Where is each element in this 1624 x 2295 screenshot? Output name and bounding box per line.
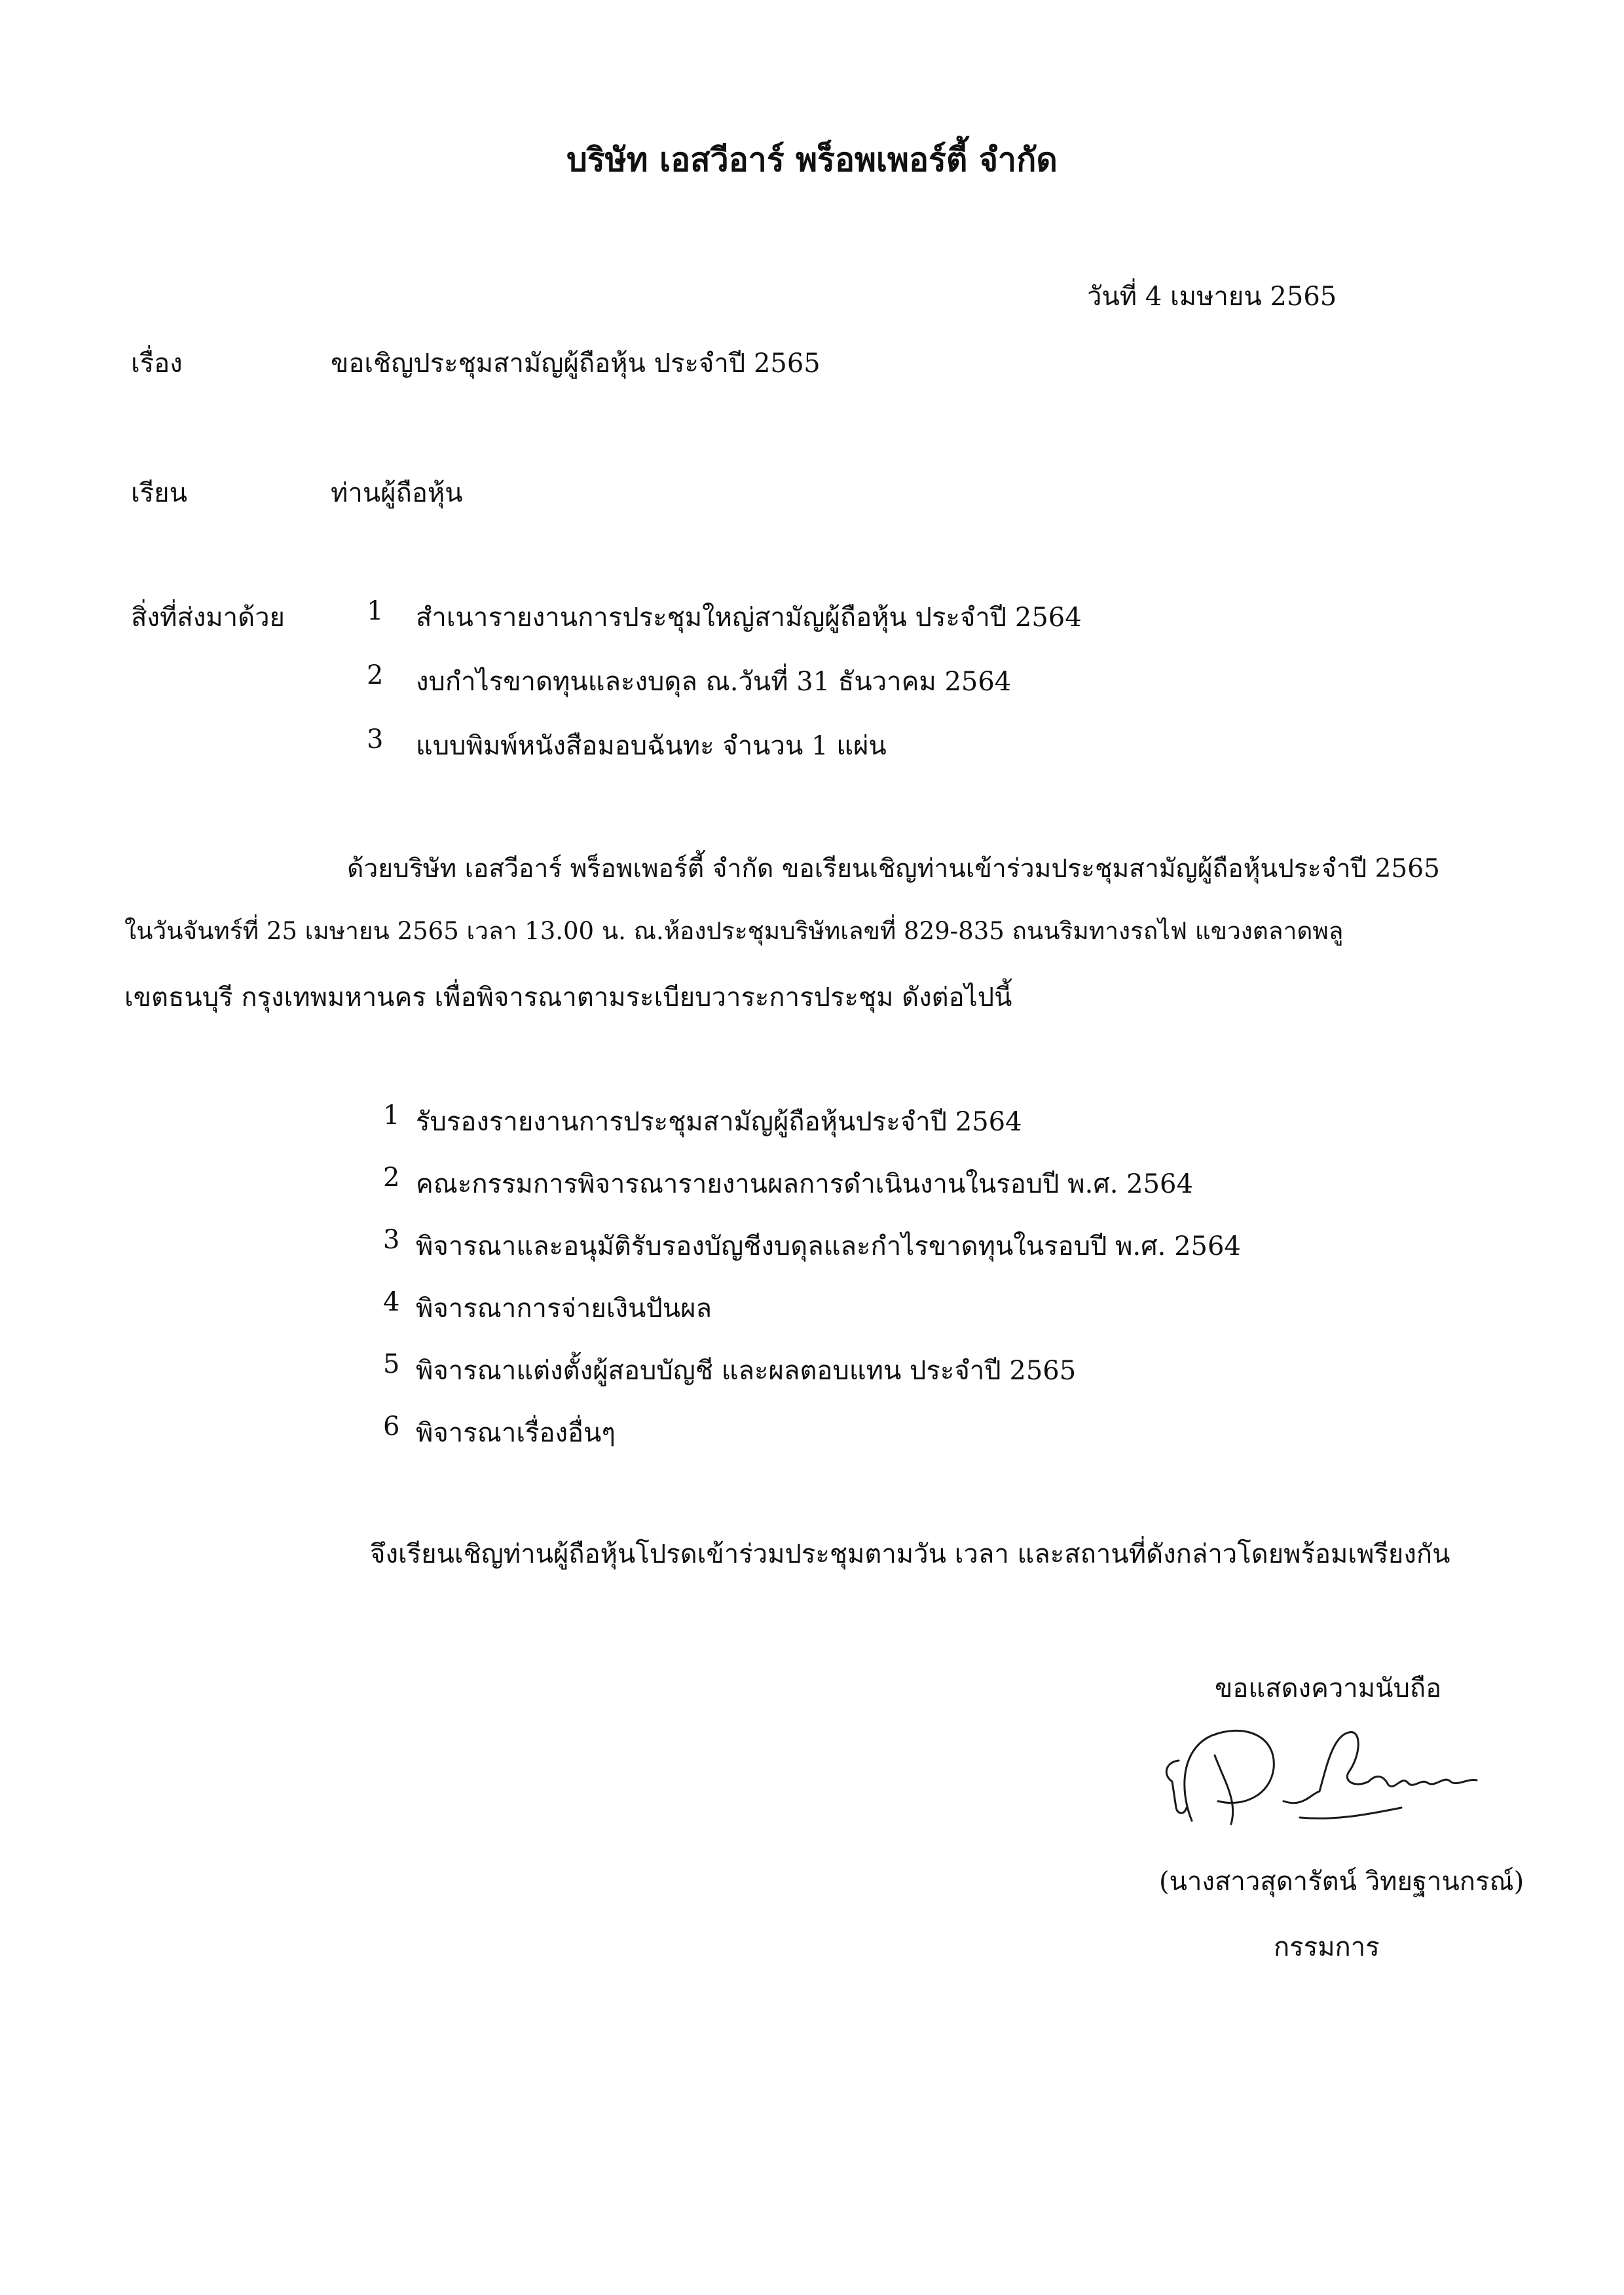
agenda-item: รับรองรายงานการประชุมสามัญผู้ถือหุ้นประจำปี 2564 [416,1107,1022,1137]
enclosure-item: แบบพิมพ์หนังสือมอบฉันทะ จำนวน 1 แผ่น [416,731,887,761]
enclosure-number: 3 [367,724,384,755]
agenda-number: 2 [383,1163,400,1193]
signatory-position: กรรมการ [1274,1932,1380,1962]
enclosure-number: 1 [367,596,384,626]
agenda-item: พิจารณาการจ่ายเงินปันผล [416,1294,712,1324]
agenda-item: คณะกรรมการพิจารณารายงานผลการดำเนินงานในรอบปี พ.ศ. 2564 [416,1169,1193,1199]
agenda-item: พิจารณาและอนุมัติรับรองบัญชีงบดุลและกำไรขาดทุนในรอบปี พ.ศ. 2564 [416,1231,1241,1261]
letter-date: วันที่ 4 เมษายน 2565 [1087,282,1337,312]
agenda-item: พิจารณาเรื่องอื่นๆ [416,1418,616,1448]
invitation-text: จึงเรียนเชิญท่านผู้ถือหุ้นโปรดเข้าร่วมประชุมตามวัน เวลา และสถานที่ดังกล่าวโดยพร้อมเพรียงกัน [370,1539,1450,1569]
enclosure-number: 2 [367,660,384,690]
agenda-number: 6 [383,1411,400,1442]
agenda-number: 3 [383,1225,400,1255]
enclosures-label: สิ่งที่ส่งมาด้วย [131,603,285,633]
agenda-number: 4 [383,1287,400,1317]
enclosure-item: งบกำไรขาดทุนและงบดุล ณ.วันที่ 31 ธันวาคม 2564 [416,667,1012,697]
recipient-label: เรียน [131,478,187,508]
agenda-number: 5 [383,1349,400,1379]
signatory-name: (นางสาวสุดารัตน์ วิทยฐานกรณ์) [1159,1867,1524,1897]
body-line-3: เขตธนบุรี กรุงเทพมหานคร เพื่อพิจารณาตามระเบียบวาระการประชุม ดังต่อไปนี้ [124,982,1012,1013]
body-line-2: ในวันจันทร์ที่ 25 เมษายน 2565 เวลา 13.00 น. ณ.ห้องประชุมบริษัทเลขที่ 829-835 ถนนริมทางรถไฟ แขวงตลาดพลู [124,917,1344,945]
closing-phrase: ขอแสดงความนับถือ [1215,1673,1442,1704]
recipient-text: ท่านผู้ถือหุ้น [331,478,463,508]
handwritten-signature [1153,1709,1519,1827]
subject-label: เรื่อง [131,348,183,379]
agenda-item: พิจารณาแต่งตั้งผู้สอบบัญชี และผลตอบแทน ประจำปี 2565 [416,1356,1077,1386]
enclosure-item: สำเนารายงานการประชุมใหญ่สามัญผู้ถือหุ้น ประจำปี 2564 [416,603,1082,633]
subject-text: ขอเชิญประชุมสามัญผู้ถือหุ้น ประจำปี 2565 [331,348,821,379]
agenda-number: 1 [383,1100,400,1130]
company-title: บริษัท เอสวีอาร์ พร็อพเพอร์ตี้ จำกัด [566,140,1058,179]
body-line-1: ด้วยบริษัท เอสวีอาร์ พร็อพเพอร์ตี้ จำกัด ขอเรียนเชิญท่านเข้าร่วมประชุมสามัญผู้ถือหุ้นประจำปี 2565 [347,854,1440,884]
